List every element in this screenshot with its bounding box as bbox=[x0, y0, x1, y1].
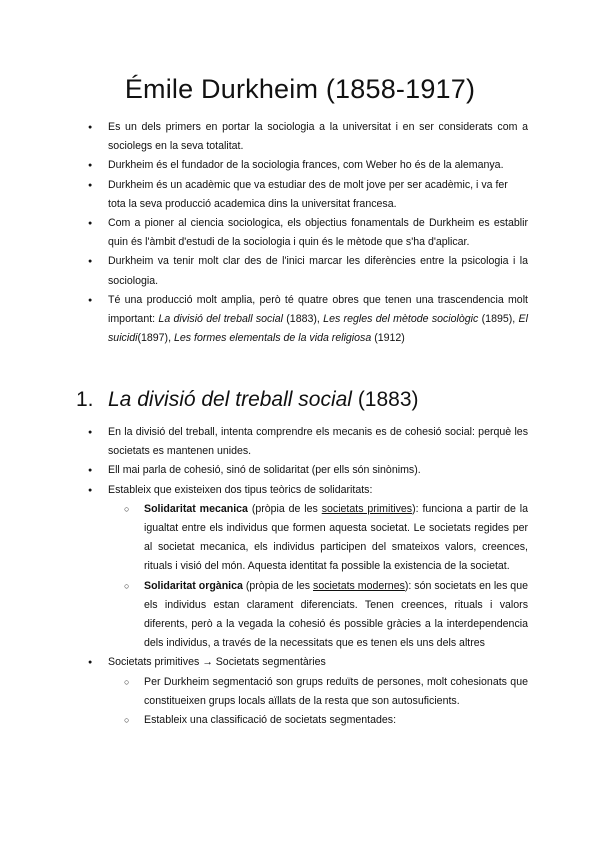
term-link: societats primitives bbox=[321, 502, 413, 515]
section-number: 1. bbox=[76, 388, 94, 411]
list-item: ● Durkheim va tenir molt clar des de l'inici marcar les diferències entre la psicologia i la sociologia. bbox=[108, 252, 528, 290]
list-item: ● En la divisió del treball, intenta comprendre els mecanis es de cohesió social: perquè les societats es mantenen unides. bbox=[108, 423, 528, 461]
term-description: ): funciona a partir de la igualtat entre els individus que formen aquesta societat. Le societats regides per al societat mecanica, els individus participen del smateixos valors, creences, rituals i visió del món. Aquesta identitat fa possible la existencia de la societat. bbox=[144, 502, 528, 573]
page-title: Émile Durkheim (1858-1917) bbox=[124, 74, 476, 104]
list-item: ● Ell mai parla de cohesió, sinó de solidaritat (per ells són sinònims). bbox=[108, 461, 528, 480]
work-year: (1897), bbox=[137, 332, 172, 345]
term-description: ): són societats en les que els individus estan clarament diferenciats. Tenen creences, rituals i valors diferents, però a la vegada la cohesió és possible gràcies a la interdependencia dels individus, a través de la necessitats que es tenen els uns dels altres bbox=[144, 579, 528, 650]
section-title: La divisió del treball social bbox=[108, 388, 352, 411]
works-lead: Té una producció molt amplia, però té quatre obres que tenen una trascendencia molt important: bbox=[108, 293, 528, 326]
list-item: ● Durkheim és el fundador de la sociologia frances, com Weber ho és de la alemanya. bbox=[108, 156, 528, 175]
list-item-text: Societats primitives → Societats segmentàries bbox=[108, 656, 326, 669]
sub-list bbox=[144, 500, 528, 654]
list-item-works bbox=[108, 291, 528, 349]
work-year: (1895), bbox=[481, 313, 516, 326]
work-title: Les regles del mètode sociològic bbox=[323, 313, 479, 326]
section-list bbox=[108, 423, 528, 730]
work-title: La divisió del treball social bbox=[158, 313, 283, 326]
sub-item-mecanica bbox=[144, 500, 528, 577]
list-item bbox=[108, 653, 528, 730]
sub-item: ○ Per Durkheim segmentació son grups reduïts de persones, molt cohesionats que constitueixen grups locals aïllats de la resta que son autosuficients. bbox=[144, 673, 528, 711]
term: Solidaritat orgànica bbox=[144, 579, 243, 592]
list-item: ● Durkheim és un acadèmic que va estudiar des de molt jove per ser acadèmic, i va fer tota la seva producció academica dins la universitat francesa. bbox=[108, 176, 528, 214]
work-year: (1883), bbox=[286, 313, 320, 326]
intro-list bbox=[108, 118, 528, 348]
list-item: ● Es un dels primers en portar la sociologia a la universitat i en ser considerats com a sociolegs en la seva totalitat. bbox=[108, 118, 528, 156]
work-year: (1912) bbox=[374, 332, 405, 345]
section-heading bbox=[76, 388, 419, 412]
work-title: Les formes elementals de la vida religiosa bbox=[173, 332, 372, 345]
sub-item: ○ Estableix una classificació de societats segmentades: bbox=[144, 711, 528, 730]
work-title: El suicidi bbox=[108, 313, 528, 345]
term: Solidaritat mecanica bbox=[144, 502, 248, 515]
sub-list bbox=[144, 673, 528, 731]
term-note: (pròpia de les bbox=[251, 502, 318, 515]
term-link: societats modernes bbox=[313, 579, 405, 592]
term-note: (pròpia de les bbox=[245, 579, 311, 592]
list-item-text: Estableix que existeixen dos tipus teòrics de solidaritats: bbox=[108, 483, 373, 496]
list-item bbox=[108, 481, 528, 654]
sub-item-organica bbox=[144, 577, 528, 654]
list-item: ● Com a pioner al ciencia sociologica, els objectius fonamentals de Durkheim es establir quin és l'àmbit d'estudi de la sociologia i quin és le mètode que s'ha d'aplicar. bbox=[108, 214, 528, 252]
section-year: (1883) bbox=[357, 388, 419, 411]
